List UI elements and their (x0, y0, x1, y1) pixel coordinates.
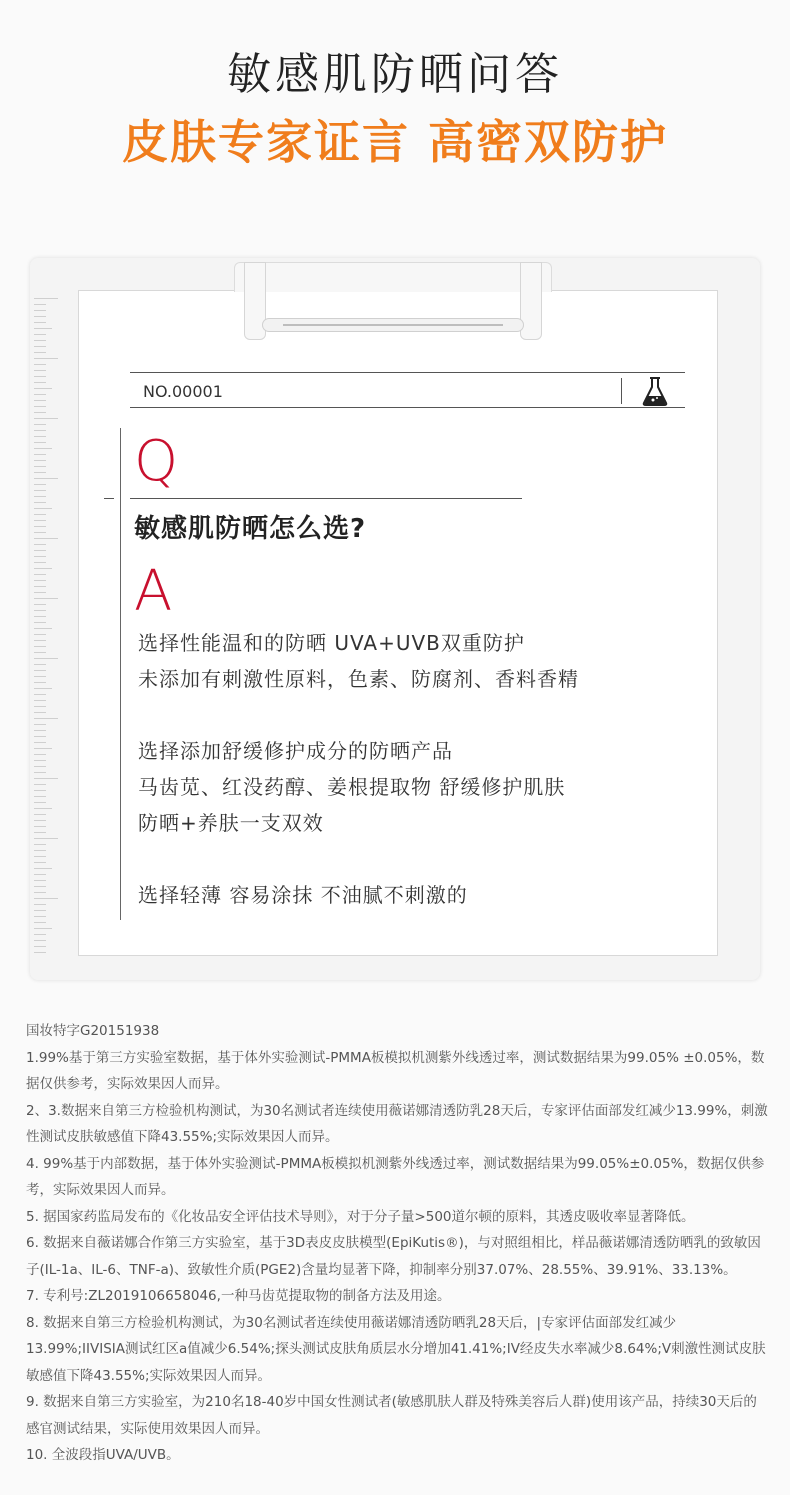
ruler-tick (34, 418, 58, 419)
ruler-tick (34, 472, 46, 473)
content-margin-line (120, 428, 121, 920)
question-rule (130, 498, 522, 499)
ruler-tick (34, 676, 46, 677)
clip-bar (262, 318, 524, 332)
ruler-tick (34, 910, 46, 911)
ruler-tick (34, 598, 58, 599)
ruler-tick (34, 826, 46, 827)
ruler-tick (34, 892, 46, 893)
footnote: 4. 99%基于内部数据，基于体外实验测试-PMMA板模拟机测紫外线透过率，测试数据结果为99.05%±0.05%，数据仅供参考，实际效果因人而异。 (26, 1155, 765, 1198)
ruler-tick (34, 550, 46, 551)
footnotes (26, 1018, 768, 1469)
ruler-tick (34, 718, 58, 719)
ruler-tick (34, 616, 46, 617)
ruler-tick (34, 820, 46, 821)
ruler-tick (34, 460, 46, 461)
ruler-tick (34, 796, 46, 797)
footnote: 10. 全波段指UVA/UVB。 (26, 1447, 180, 1463)
ruler-tick (34, 694, 46, 695)
footnote: 8. 数据来自第三方检验机构测试，为30名测试者连续使用薇诺娜清透防晒乳28天后，|专家评估面部发红减少13.99%;IIVISIA测试红区a值减少6.54%;探头测试皮肤角质层水分增加41.41%;IV经皮失水率减少8.64%;V刺激性测试皮肤敏感值下降43.55%;实际效果因人而异。 (26, 1314, 766, 1384)
ruler-tick (34, 802, 46, 803)
ruler-tick (34, 340, 46, 341)
ruler-tick (34, 790, 46, 791)
ruler-tick (34, 646, 46, 647)
ruler-tick (34, 652, 46, 653)
ruler-tick (34, 712, 46, 713)
ruler-tick (34, 400, 46, 401)
ruler-tick (34, 922, 46, 923)
ruler-tick (34, 658, 58, 659)
ruler-tick (34, 454, 46, 455)
ruler-tick (34, 514, 46, 515)
ruler-tick (34, 688, 52, 689)
ruler-tick (34, 622, 46, 623)
ruler-tick (34, 874, 46, 875)
flask-icon (640, 375, 670, 407)
footnote: 1.99%基于第三方实验室数据，基于体外实验测试-PMMA板模拟机测紫外线透过率，测试数据结果为99.05% ±0.05%，数据仅供参考，实际效果因人而异。 (26, 1049, 765, 1092)
ruler-tick (34, 436, 46, 437)
ruler-tick (34, 448, 52, 449)
ruler-tick (34, 412, 46, 413)
ruler-tick (34, 334, 46, 335)
ruler-tick (34, 562, 46, 563)
ruler-tick (34, 526, 46, 527)
page-subtitle: 皮肤专家证言 高密双防护 (121, 115, 668, 169)
ruler-tick (34, 844, 46, 845)
ruler-tick (34, 298, 58, 299)
question-text: 敏感肌防晒怎么选? (134, 514, 367, 544)
ruler-tick (34, 358, 58, 359)
ruler-tick (34, 364, 46, 365)
footnote: 2、3.数据来自第三方检验机构测试，为30名测试者连续使用薇诺娜清透防乳28天后，专家评估面部发红减少13.99%，刺激性测试皮肤敏感值下降43.55%;实际效果因人而异。 (26, 1102, 768, 1145)
ruler-tick (34, 508, 52, 509)
ruler (34, 298, 60, 958)
clip-arm-right (520, 262, 542, 340)
ruler-tick (34, 724, 46, 725)
ruler-tick (34, 478, 58, 479)
ruler-tick (34, 760, 46, 761)
number-separator (621, 378, 622, 404)
ruler-tick (34, 604, 46, 605)
footnote: 7. 专利号:ZL2019106658046,一种马齿苋提取物的制备方法及用途。 (26, 1288, 451, 1304)
ruler-tick (34, 706, 46, 707)
ruler-tick (34, 382, 46, 383)
ruler-tick (34, 430, 46, 431)
ruler-tick (34, 304, 46, 305)
ruler-tick (34, 568, 52, 569)
answer-line: 选择性能温和的防晒 UVA+UVB双重防护 (138, 631, 525, 655)
ruler-tick (34, 502, 46, 503)
ruler-tick (34, 310, 46, 311)
answer-line: 未添加有刺激性原料，色素、防腐剂、香料香精 (138, 667, 579, 691)
ruler-tick (34, 388, 52, 389)
ruler-tick (34, 592, 46, 593)
ruler-tick (34, 352, 46, 353)
question-tick (104, 498, 114, 499)
ruler-tick (34, 742, 46, 743)
ruler-tick (34, 484, 46, 485)
ruler-tick (34, 322, 46, 323)
ruler-tick (34, 328, 52, 329)
ruler-tick (34, 904, 46, 905)
footnote: 6. 数据来自薇诺娜合作第三方实验室，基于3D表皮皮肤模型(EpiKutis®)，与对照组相比，样品薇诺娜清透防晒乳的致敏因子(IL-1a、IL-6、TNF-a)、致敏性介质(PGE2)含量均显著下降，抑制率分别37.07%、28.55%、39.91%、33.13%。 (26, 1235, 761, 1278)
ruler-tick (34, 490, 46, 491)
clip-top (234, 262, 552, 292)
ruler-tick (34, 532, 46, 533)
ruler-tick (34, 838, 58, 839)
ruler-tick (34, 916, 46, 917)
ruler-tick (34, 862, 46, 863)
answer-line: 马齿苋、红没药醇、姜根提取物 舒缓修护肌肤 (138, 775, 566, 799)
ruler-tick (34, 940, 46, 941)
ruler-tick (34, 628, 52, 629)
ruler-tick (34, 610, 46, 611)
ruler-tick (34, 700, 46, 701)
page-title: 敏感肌防晒问答 (227, 49, 563, 100)
card-number: NO.00001 (143, 382, 223, 401)
ruler-tick (34, 934, 46, 935)
ruler-tick (34, 556, 46, 557)
answer-letter: A (134, 559, 173, 624)
ruler-tick (34, 928, 52, 929)
ruler-tick (34, 868, 52, 869)
answer-line: 选择添加舒缓修护成分的防晒产品 (138, 739, 453, 763)
ruler-tick (34, 772, 46, 773)
ruler-tick (34, 664, 46, 665)
ruler-tick (34, 730, 46, 731)
ruler-tick (34, 952, 46, 953)
ruler-tick (34, 736, 46, 737)
ruler-tick (34, 634, 46, 635)
ruler-tick (34, 898, 58, 899)
ruler-tick (34, 346, 46, 347)
question-letter: Q (134, 429, 179, 494)
ruler-tick (34, 640, 46, 641)
ruler-tick (34, 850, 46, 851)
ruler-tick (34, 682, 46, 683)
ruler-tick (34, 814, 46, 815)
ruler-tick (34, 778, 58, 779)
ruler-tick (34, 544, 46, 545)
ruler-tick (34, 748, 52, 749)
ruler-tick (34, 442, 46, 443)
ruler-tick (34, 832, 46, 833)
ruler-tick (34, 580, 46, 581)
ruler-tick (34, 466, 46, 467)
ruler-tick (34, 370, 46, 371)
ruler-tick (34, 424, 46, 425)
answer-line: 选择轻薄 容易涂抹 不油腻不刺激的 (138, 883, 468, 907)
ruler-tick (34, 520, 46, 521)
ruler-tick (34, 766, 46, 767)
ruler-tick (34, 670, 46, 671)
ruler-tick (34, 784, 46, 785)
footnote: 9. 数据来自第三方实验室，为210名18-40岁中国女性测试者(敏感肌肤人群及特殊美容后人群)使用该产品，持续30天后的感官测试结果，实际使用效果因人而异。 (26, 1394, 757, 1437)
ruler-tick (34, 808, 52, 809)
answer-line: 防晒+养肤一支双效 (138, 811, 324, 835)
footnote: 国妆特字G20151938 (26, 1023, 160, 1039)
ruler-tick (34, 496, 46, 497)
footnote: 5. 据国家药监局发布的《化妆品安全评估技术导则》，对于分子量>500道尔顿的原料，其透皮吸收率显著降低。 (26, 1208, 695, 1225)
ruler-tick (34, 538, 58, 539)
ruler-tick (34, 946, 46, 947)
ruler-tick (34, 316, 46, 317)
ruler-tick (34, 586, 46, 587)
ruler-tick (34, 394, 46, 395)
ruler-tick (34, 886, 46, 887)
ruler-tick (34, 376, 46, 377)
ruler-tick (34, 856, 46, 857)
ruler-tick (34, 880, 46, 881)
ruler-tick (34, 406, 46, 407)
ruler-tick (34, 574, 46, 575)
ruler-tick (34, 754, 46, 755)
